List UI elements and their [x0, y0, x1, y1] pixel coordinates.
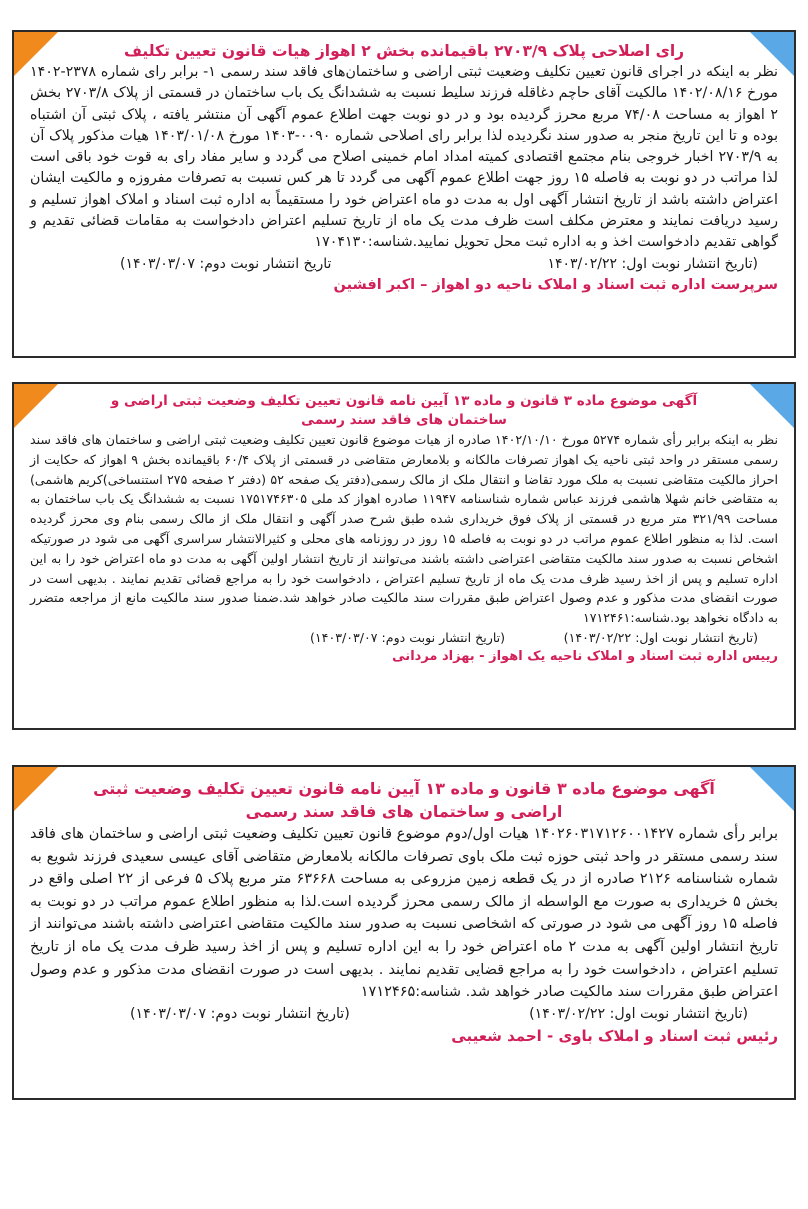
- notice-signature: رییس اداره ثبت اسناد و املاک ناحیه یک اهواز - بهزاد مردانی: [392, 648, 778, 664]
- date-first: (تاریخ انتشار نوبت اول: ۱۴۰۳/۰۲/۲۲): [563, 629, 758, 645]
- notice-1: [12, 30, 796, 358]
- notice-signature: سرپرست اداره ثبت اسناد و املاک ناحیه دو اهواز – اکبر افشین: [333, 276, 778, 293]
- date-first: (تاریخ انتشار نوبت اول: ۱۴۰۳/۰۲/۲۲: [547, 255, 758, 272]
- date-first: (تاریخ انتشار نوبت اول: ۱۴۰۳/۰۲/۲۲): [529, 1005, 748, 1022]
- publication-dates: [30, 628, 778, 647]
- notice-3: [12, 765, 796, 1100]
- notice-2: [12, 382, 796, 730]
- publication-dates: [30, 254, 778, 274]
- notice-signature: رئیس ثبت اسناد و املاک باوی - احمد شعیبی: [451, 1026, 778, 1045]
- notice-title: رای اصلاحی پلاک ۲۷۰۳/۹ باقیمانده بخش ۲ اهواز هیات قانون تعیین تکلیف: [123, 42, 685, 60]
- notice-body: نظر به اینکه در اجرای قانون تعیین تکلیف وضعیت ثبتی اراضی و ساختمان‌های فاقد سند رسمی ۱- برابر رای شماره ۲۳۷۸-۱۴۰۲ مورخ ۱۴۰۲/۰۸/۱۶ مالکیت آقای حاچم دغاقله فرزند سلیط نسبت به ششدانگ یک باب ساختمان در قسمتی از پلاک ۲۷۰۳/۸ بخش ۲ اهواز به مساحت ۷۴/۰۸ مربع محرز گردیده بود و در دو نوبت جهت اطلاع عموم آگهی آن منتشر یافته ، پلاک ثبتی آن اشتباه بوده و تا این تاریخ منجر به صدور سند نگردیده لذا برابر رای اصلاحی شماره ۰۰۹۰-۱۴۰۳ مورخ ۱۴۰۳/۰۱/۰۸ هیات مذکور پلاک آن به ۲۷۰۳/۹ اخبار خروجی بنام مجتمع اقتصادی کمیته امداد امام خمینی اصلاح می گردد و سایر مفاد رای به قوت خود باقی است لذا مراتب در دو نوبت به فاصله ۱۵ روز جهت اطلاع عموم آگهی می گردد تا هر کس نسبت به تصرفات مفروزه و مالکیت ایشان اعتراض داشته باشد از تاریخ انتشار آگهی اول به مدت دو ماه اعتراض خود را مستقیماً به اداره ثبت اسناد و املاک اهواز تسلیم و رسید دریافت نمایند و معترض مکلف است ظرف مدت یک ماه از تاریخ تسلیم اعتراض دادخواست به مقامات قضائی تقدیم و گواهی تقدیم دادخواست اخذ و به اداره ثبت محل تحویل نمایید.شناسه:۱۷۰۴۱۳۰: [30, 64, 779, 251]
- date-second: (تاریخ انتشار نوبت دوم: ۱۴۰۳/۰۳/۰۷): [130, 1005, 350, 1022]
- publication-dates: [30, 1004, 778, 1025]
- notice-body: برابر رأی شماره ۱۴۰۲۶۰۳۱۷۱۲۶۰۰۱۴۲۷ هیات اول/دوم موضوع قانون تعیین تکلیف وضعیت ثبتی اراضی و ساختمان های فاقد سند رسمی مستقر در واحد ثبتی حوزه ثبت ملک باوی تصرفات مالکانه بلامعارض متقاضی آقای عیسی سعیدی فرزند شویع به شماره شناسنامه ۲۱۲۶ صادره از در یک قطعه زمین مزروعی به مساحت ۶۳۶۶۸ متر مربع پلاک ۵ فرعی از ۲۲ اصلی واقع در بخش ۵ خریداری به صورت مع الواسطه از مالک رسمی محرز گردیده است.لذا به منظور اطلاع عموم مراتب در دو نوبت به فاصله ۱۵ روز آگهی می شود در صورتی که اشخاصی نسبت به صدور سند مالکیت متقاضی اعتراضی داشته باشند می‌توانند از تاریخ انتشار اولین آگهی به مدت ۲ ماه اعتراض خود را به این اداره تسلیم و پس از اخذ رسید ظرف مدت یک ماه از تاریخ تسلیم اعتراض ، دادخواست خود را به مراجع قضایی تقدیم نمایند . بدیهی است در صورت انقضای مدت مذکور و عدم وصول اعتراض طبق مقررات سند مالکیت صادر خواهد شد. شناسه:۱۷۱۲۴۶۵: [30, 826, 779, 1001]
- date-second: (تاریخ انتشار نوبت دوم: ۱۴۰۳/۰۳/۰۷): [310, 629, 506, 645]
- notice-title: آگهی موضوع ماده ۳ قانون و ماده ۱۳ آیین نامه قانون تعیین تکلیف وضعیت ثبتی اراضی و ساختمان های فاقد سند رسمی: [110, 393, 698, 428]
- date-second: تاریخ انتشار نوبت دوم: ۱۴۰۳/۰۳/۰۷): [120, 255, 332, 272]
- notice-body: نظر به اینکه برابر رأی شماره ۵۲۷۴ مورخ ۱۴۰۲/۱۰/۱۰ صادره از هیات موضوع قانون تعیین تکلیف وضعیت ثبتی اراضی و ساختمان های فاقد سند رسمی مستقر در واحد ثبتی ناحیه یک اهواز تصرفات مالکانه و بلامعارض متقاضی در قسمتی از پلاک ۶۰/۴ باقیمانده بخش ۹ اهواز که حکایت از احراز مالکیت متقاضی نسبت به ملک مورد تقاضا و انتقال ملک از مالک رسمی(دفتر یک صفحه ۵۲ (دفتر ۲ صفحه ۲۷۵ استنساخی)کریم هاشمی) به متقاضی خانم شهلا هاشمی فرزند عباس شماره شناسنامه ۱۱۹۴۷ صادره اهواز کد ملی ۱۷۵۱۷۴۶۳۰۵ نسبت به ششدانگ یک باب ساختمان به مساحت ۳۲۱/۹۹ متر مربع در قسمتی از پلاک فوق خریداری شده طبق شرح صدر آگهی و انتقال ملک از مالک رسمی بنام وی محرز گردیده است. لذا به منظور اطلاع عموم مراتب در دو نوبت به فاصله ۱۵ روز در روزنامه های محلی و کثیرالانتشار سراسری آگهی می شود در صورتیکه اشخاص نسبت به صدور سند مالکیت متقاضی اعتراضی داشته باشند می‌توانند از تاریخ انتشار اولین آگهی به مدت دو ماه اعتراض خود را به این اداره تسلیم و پس از اخذ رسید ظرف مدت یک ماه از تاریخ تسلیم اعتراض ، دادخواست خود را به مراجع قضائی تقدیم نمایند . بدیهی است در صورت انقضای مدت مذکور و عدم وصول اعتراض طبق مقررات سند مالکیت صادر خواهد شد.ضمنا صدور سند مالکیت مانع از مراجعه متضرر به دادگاه نخواهد بود.شناسه:۱۷۱۲۴۶۱: [30, 432, 778, 626]
- notice-title: آگهی موضوع ماده ۳ قانون و ماده ۱۳ آیین نامه قانون تعیین تکلیف وضعیت ثبتی اراضی و ساختمان های فاقد سند رسمی: [93, 779, 715, 821]
